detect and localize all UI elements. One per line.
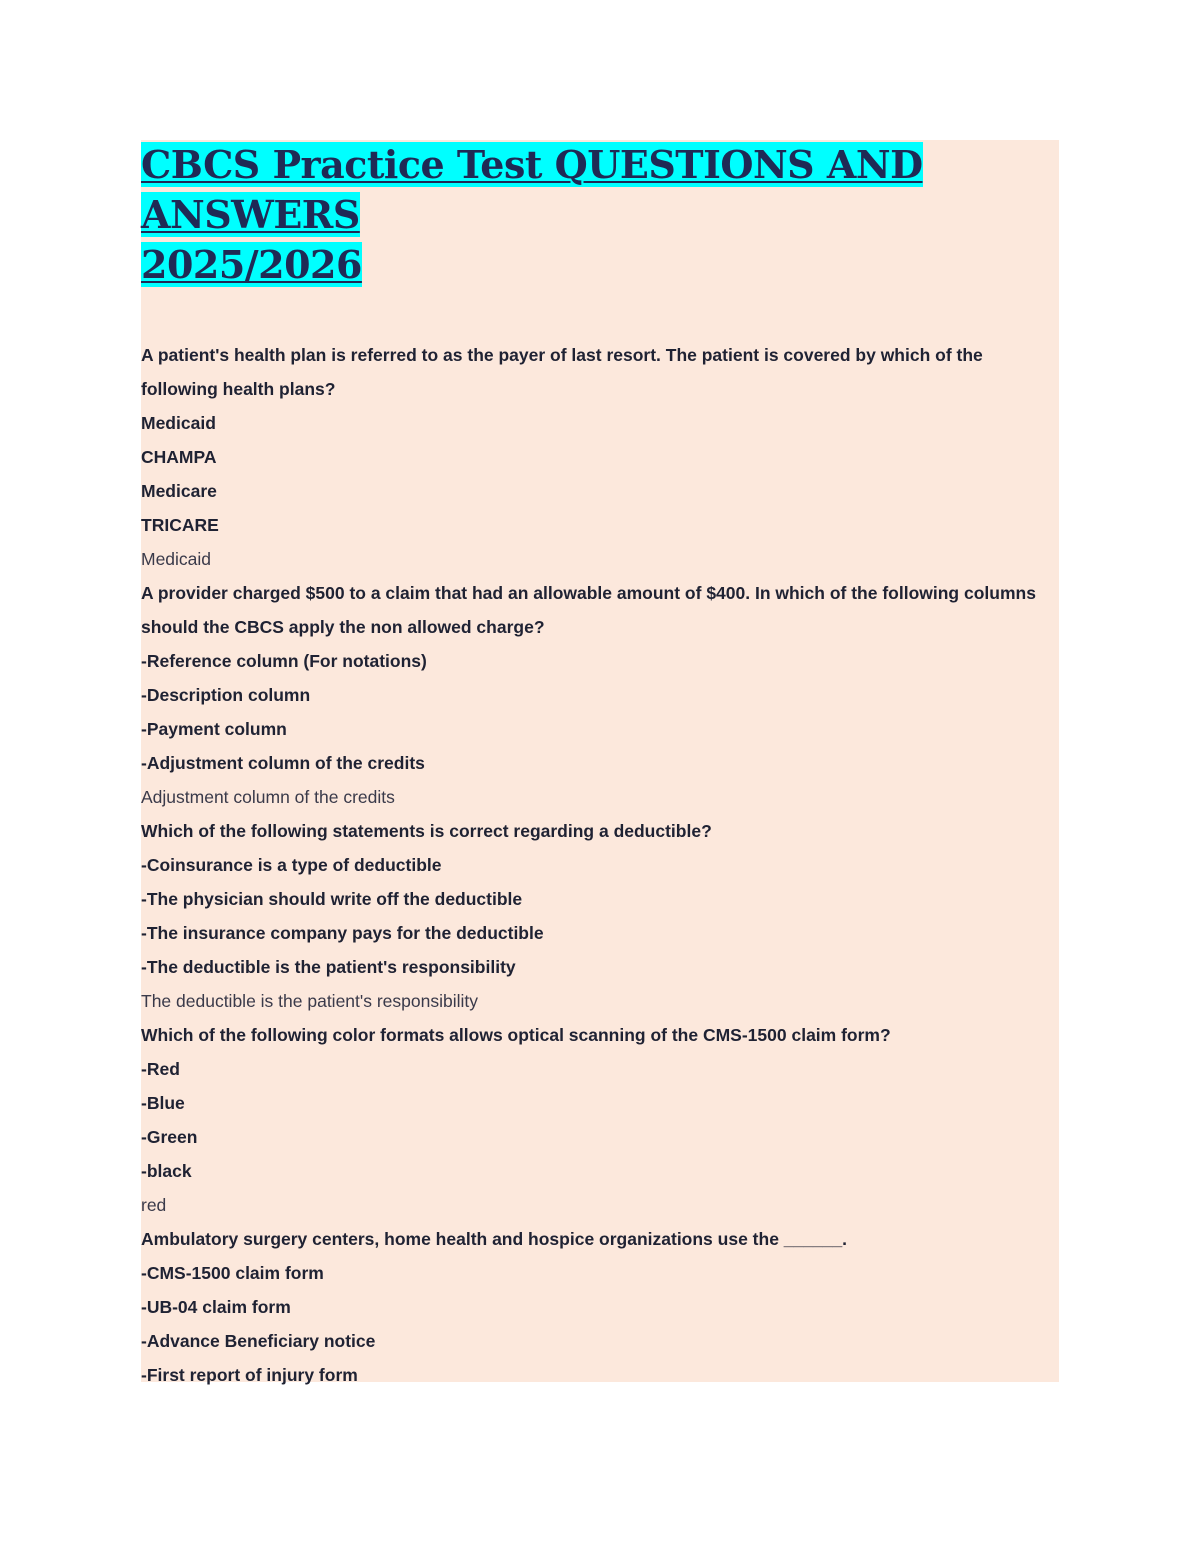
option-item: -Green [141, 1127, 198, 1147]
option-item: -Adjustment column of the credits [141, 753, 425, 773]
question-text: Which of the following color formats allows optical scanning of the CMS-1500 claim form? [141, 1025, 891, 1045]
option-item: Medicare [141, 481, 217, 501]
question-list [141, 338, 1059, 1392]
option-item: -Red [141, 1059, 180, 1079]
option-item: -Reference column (For notations) [141, 651, 427, 671]
answer-text: red [141, 1195, 167, 1215]
question-text: A patient's health plan is referred to as the payer of last resort. The patient is covered by which of the following health plans? [141, 345, 983, 399]
option-item: -The deductible is the patient's responsibility [141, 957, 516, 977]
option-item: -Advance Beneficiary notice [141, 1331, 376, 1351]
option-item: -The physician should write off the deductible [141, 889, 523, 909]
option-item: -UB-04 claim form [141, 1297, 291, 1317]
option-item: -CMS-1500 claim form [141, 1263, 324, 1283]
document-title [141, 140, 1059, 290]
question-text: Which of the following statements is correct regarding a deductible? [141, 821, 712, 841]
question-text: A provider charged $500 to a claim that had an allowable amount of $400. In which of the following columns should the CBCS apply the non allowed charge? [141, 583, 1036, 637]
title-line-1: CBCS Practice Test QUESTIONS AND ANSWERS [141, 142, 923, 237]
option-item: -The insurance company pays for the deductible [141, 923, 544, 943]
option-item: -Payment column [141, 719, 287, 739]
option-item: TRICARE [141, 515, 219, 535]
answer-text: Medicaid [141, 549, 212, 569]
question-text: Ambulatory surgery centers, home health and hospice organizations use the ______. [141, 1229, 848, 1249]
option-item: -Coinsurance is a type of deductible [141, 855, 442, 875]
document-content [141, 140, 1059, 1385]
answer-text: The deductible is the patient's responsibility [141, 991, 479, 1011]
title-line-2: 2025/2026 [141, 242, 362, 287]
option-item: CHAMPA [141, 447, 217, 467]
option-item: -Blue [141, 1093, 185, 1113]
answer-text: Adjustment column of the credits [141, 787, 395, 807]
option-item: -black [141, 1161, 192, 1181]
option-item: Medicaid [141, 413, 216, 433]
option-item: -Description column [141, 685, 311, 705]
option-item: -First report of injury form [141, 1365, 358, 1385]
